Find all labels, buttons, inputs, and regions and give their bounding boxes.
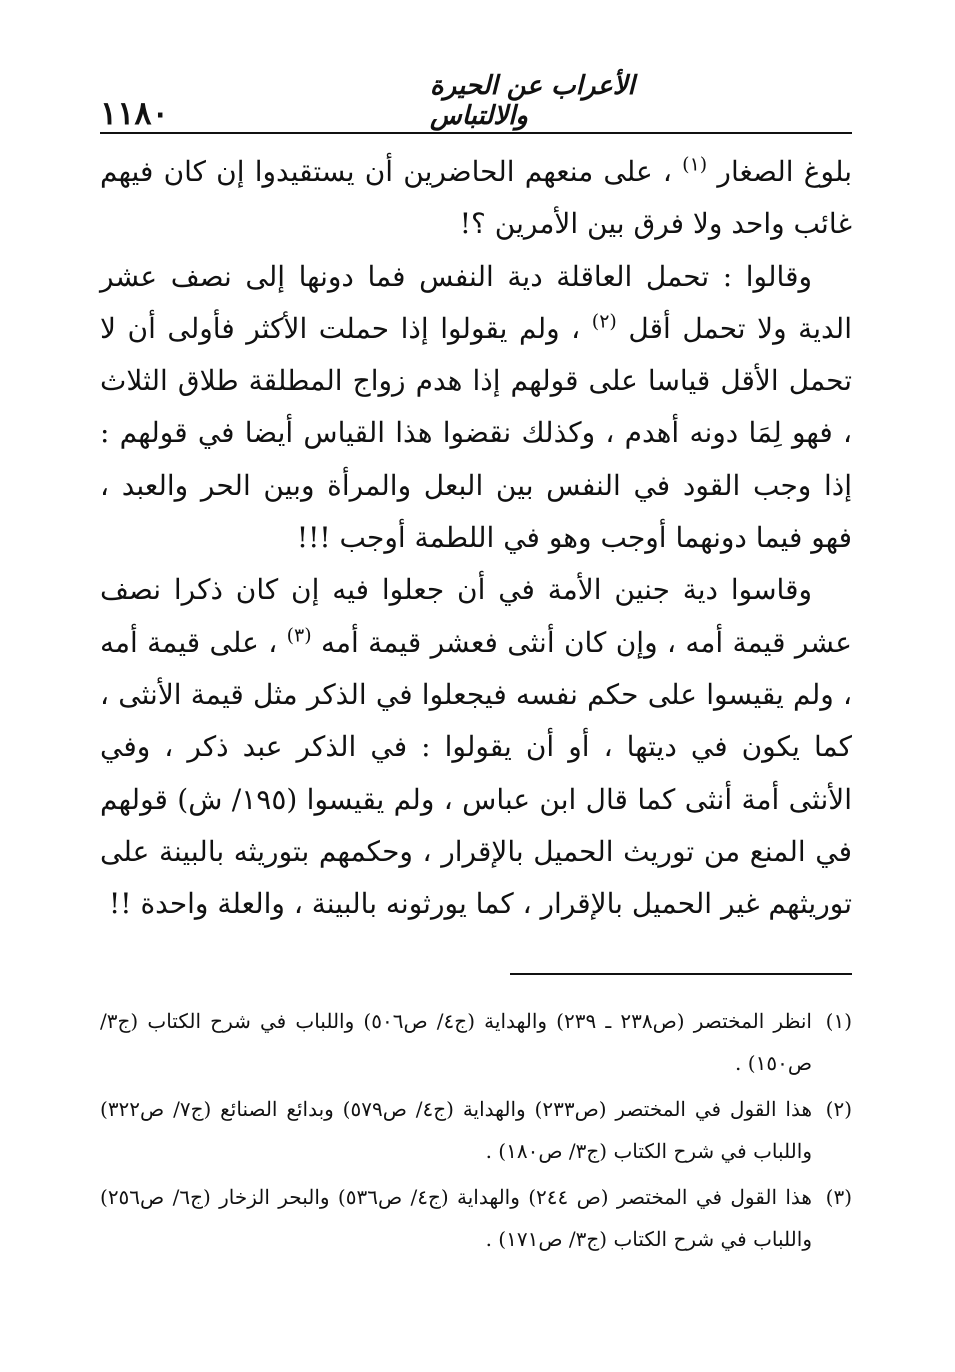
paragraph-3-text-before: وقاسوا دية جنين الأمة في أن جعلوا فيه إن كان ذكرا نصف عشر قيمة أمه ، وإن كان أنثى فعشر قيمة أمه [100,573,853,659]
footnote-2-number: (٢) [825,1097,852,1121]
paragraph-1-text-before: بلوغ الصغار [717,155,853,188]
footnote-separator [510,973,852,975]
footnote-1-text: انظر المختصر (ص٢٣٨ ـ ٢٣٩) والهداية (ج٤/ ص٥٠٦) واللباب في شرح الكتاب (ج٣/ ص١٥٠) . [100,1009,812,1075]
paragraph-3 [100,564,852,930]
footnote-2 [100,1088,852,1172]
paragraph-1-text-after: ، على منعهم الحاضرين أن يستقيدوا إن كان فيهم غائب واحد ولا فرق بين الأمرين ؟! [100,155,852,241]
page-header [100,72,852,134]
footnote-ref-1: (١) [682,153,708,176]
footnote-ref-3: (٣) [286,624,312,647]
footnote-3 [100,1176,852,1260]
paragraph-2 [100,251,852,565]
footnote-2-text: هذا القول في المختصر (ص٢٣٣) والهداية (ج٤/ ص٥٧٩) وبدائع الصنائع (ج٧/ ص٣٢٢) واللباب في شرح الكتاب (ج٣/ ص١٨٠) . [100,1097,812,1163]
footnote-1 [100,1000,852,1084]
page-number: ١١٨٠ [100,94,169,132]
footnotes [100,1000,852,1264]
book-title: الأعراب عن الحيرة والالتباس [430,71,635,131]
footnote-3-number: (٣) [825,1185,852,1209]
paragraph-1 [100,146,852,251]
footnote-1-number: (١) [825,1009,852,1033]
footnote-3-text: هذا القول في المختصر (ص ٢٤٤) والهداية (ج٤/ ص٥٣٦) والبحر الزخار (ج٦/ ص٢٥٦) واللباب في شرح الكتاب (ج٣/ ص١٧١) . [100,1185,812,1251]
paragraph-2-text-after: ، ولم يقولوا إذا حملت الأكثر فأولى أن لا تحمل الأقل قياسا على قولهم إذا هدم زواج المطلقة طلاق الثلاث ، فهو لِمَا دونه أهدم ، وكذلك نقضوا هذا القياس أيضا في قولهم : إذا وجب القود في النفس بين البعل والمرأة وبين الحر والعبد ، فهو فيما دونهما أوجب وهو في اللطمة أوجب !!! [100,311,852,555]
footnote-ref-2: (٢) [591,310,617,333]
paragraph-3-text-after: ، على قيمة أمه ، ولم يقيسوا على حكم نفسه فيجعلوا في الذكر مثل قيمة الأنثى ، كما يكون في ديتها ، أو أن يقولوا : في الذكر عبد ذكر ، وفي الأنثى أمة أنثى كما قال ابن عباس ، ولم يقيسوا (١٩٥/ ش) قولهم في المنع من توريث الحميل بالإقرار ، وحكمهم بتوريثه بالبينة على توريثهم غير الحميل بالإقرار ، كما يورثونه بالبينة ، والعلة واحدة !! [100,625,852,921]
body-text [100,146,852,930]
paragraph-2-text-before: وقالوا : تحمل العاقلة دية النفس فما دونها إلى نصف عشر الدية ولا تحمل أقل [100,259,852,345]
